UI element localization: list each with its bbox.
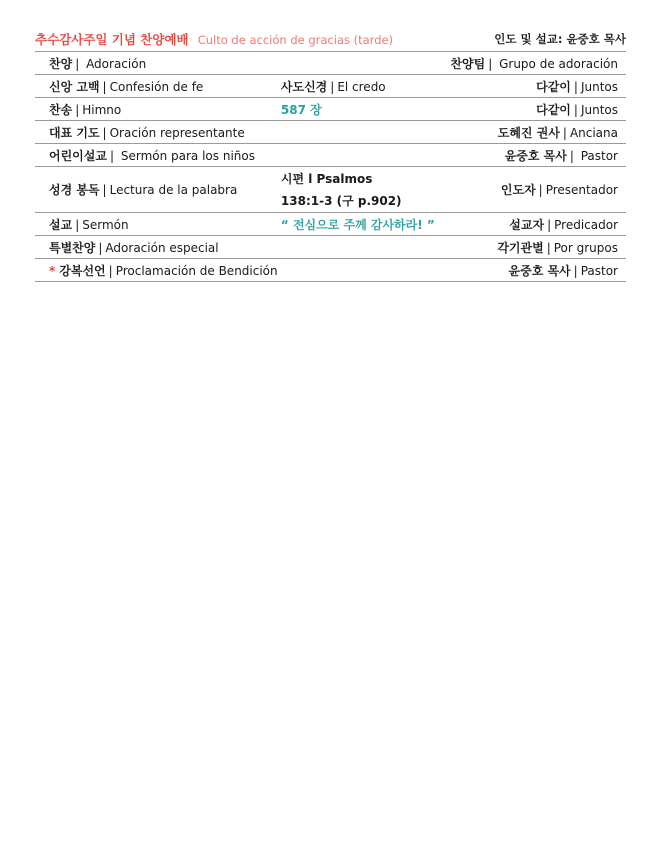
- divider: |: [573, 79, 578, 94]
- item-korean: 성경 봉독: [49, 183, 100, 197]
- item-spanish: Himno: [82, 102, 122, 117]
- asterisk-marker: *: [49, 263, 56, 278]
- detail-cell: [281, 259, 451, 282]
- service-leader: 인도 및 설교: 윤중호 목사: [494, 31, 626, 46]
- responsible-spanish: Pastor: [580, 263, 618, 278]
- item-korean: 어린이설교: [49, 148, 107, 163]
- divider: |: [569, 148, 574, 163]
- item-cell: [35, 144, 281, 167]
- responsible-cell: [450, 236, 626, 259]
- item-spanish: Confesión de fe: [109, 79, 204, 94]
- service-title: 추수감사주일 기념 찬양예배: [35, 32, 189, 47]
- table-row: [35, 213, 626, 236]
- table-row: [35, 121, 626, 144]
- item-spanish: Adoración especial: [105, 240, 219, 255]
- divider: |: [75, 56, 80, 71]
- table-row: [35, 259, 626, 282]
- table-row: [35, 52, 626, 75]
- item-cell: [35, 167, 281, 213]
- responsible-spanish: Grupo de adoración: [499, 56, 618, 71]
- divider: |: [109, 148, 115, 163]
- responsible-cell: [450, 213, 626, 236]
- item-cell: [35, 98, 281, 121]
- responsible-spanish: Por grupos: [553, 240, 618, 255]
- responsible-cell: [450, 75, 626, 98]
- item-korean: 대표 기도: [49, 125, 100, 140]
- responsible-korean: 찬양팀: [450, 56, 486, 71]
- responsible-korean: 윤중호 목사: [504, 148, 567, 163]
- scripture-reference: 138:1-3 (구 p.902): [280, 193, 402, 208]
- service-subtitle: Culto de acción de gracias (tarde): [197, 33, 394, 47]
- item-korean: 찬송: [49, 102, 73, 117]
- detail-cell: [281, 236, 451, 259]
- item-korean: 강복선언: [59, 263, 106, 278]
- detail-spanish: El credo: [337, 79, 386, 94]
- scripture-cell: [281, 167, 451, 213]
- table-row: [35, 144, 626, 167]
- detail-cell: [281, 98, 451, 121]
- responsible-korean: 설교자: [509, 217, 545, 232]
- divider: |: [75, 102, 80, 117]
- divider: |: [562, 125, 567, 140]
- responsible-spanish: Presentador: [545, 183, 618, 197]
- item-korean: 신앙 고백: [49, 79, 100, 94]
- responsible-spanish: Predicador: [554, 217, 618, 232]
- responsible-cell: [450, 259, 626, 282]
- detail-cell: [281, 75, 451, 98]
- detail-korean: 사도신경: [280, 79, 328, 94]
- item-cell: [35, 259, 281, 282]
- responsible-spanish: Juntos: [580, 102, 618, 117]
- responsible-korean: 각기관별: [497, 240, 544, 255]
- order-of-worship-table: [35, 52, 626, 282]
- item-spanish: Lectura de la palabra: [109, 183, 238, 197]
- item-spanish: Sermón: [82, 217, 129, 232]
- item-spanish: Proclamación de Bendición: [115, 263, 278, 278]
- item-cell: [35, 52, 281, 75]
- divider: |: [488, 56, 493, 71]
- responsible-korean: 인도자: [500, 183, 536, 197]
- divider: |: [98, 240, 103, 255]
- detail-cell: [281, 121, 451, 144]
- sermon-title: “ 전심으로 주께 감사하라! ”: [280, 217, 435, 232]
- item-spanish: Sermón para los niños: [120, 148, 255, 163]
- table-row: [35, 236, 626, 259]
- responsible-spanish: Anciana: [569, 125, 618, 140]
- item-cell: [35, 236, 281, 259]
- item-cell: [35, 75, 281, 98]
- item-korean: 설교: [49, 217, 73, 232]
- divider: |: [547, 217, 552, 232]
- responsible-cell: [450, 52, 626, 75]
- responsible-korean: 윤중호 목사: [508, 263, 571, 278]
- divider: |: [573, 263, 578, 278]
- item-spanish: Oración representante: [109, 125, 245, 140]
- divider: |: [108, 263, 113, 278]
- responsible-spanish: Pastor: [580, 148, 618, 163]
- responsible-cell: [450, 167, 626, 213]
- responsible-korean: 다같이: [536, 79, 571, 94]
- scripture-book: 시편 l Psalmos: [280, 171, 373, 186]
- table-row: [35, 167, 626, 213]
- item-korean: 특별찬양: [49, 240, 96, 255]
- item-cell: [35, 213, 281, 236]
- hymn-number: 587 장: [280, 102, 322, 117]
- detail-cell: [281, 213, 451, 236]
- divider: |: [573, 102, 578, 117]
- header-title-group: [35, 29, 393, 48]
- divider: |: [102, 125, 107, 140]
- divider: |: [330, 79, 335, 94]
- responsible-korean: 도혜진 권사: [497, 125, 560, 140]
- divider: |: [102, 183, 107, 197]
- table-row: [35, 75, 626, 98]
- divider: |: [546, 240, 551, 255]
- item-korean: 찬양: [49, 56, 73, 71]
- order-header: [35, 26, 626, 52]
- item-spanish: Adoración: [86, 56, 147, 71]
- divider: |: [102, 79, 107, 94]
- divider: |: [75, 217, 80, 232]
- responsible-cell: [450, 144, 626, 167]
- divider: |: [538, 183, 543, 197]
- table-row: [35, 98, 626, 121]
- responsible-spanish: Juntos: [580, 79, 618, 94]
- responsible-cell: [450, 121, 626, 144]
- detail-cell: [281, 52, 451, 75]
- responsible-korean: 다같이: [536, 102, 571, 117]
- responsible-cell: [450, 98, 626, 121]
- detail-cell: [281, 144, 451, 167]
- item-cell: [35, 121, 281, 144]
